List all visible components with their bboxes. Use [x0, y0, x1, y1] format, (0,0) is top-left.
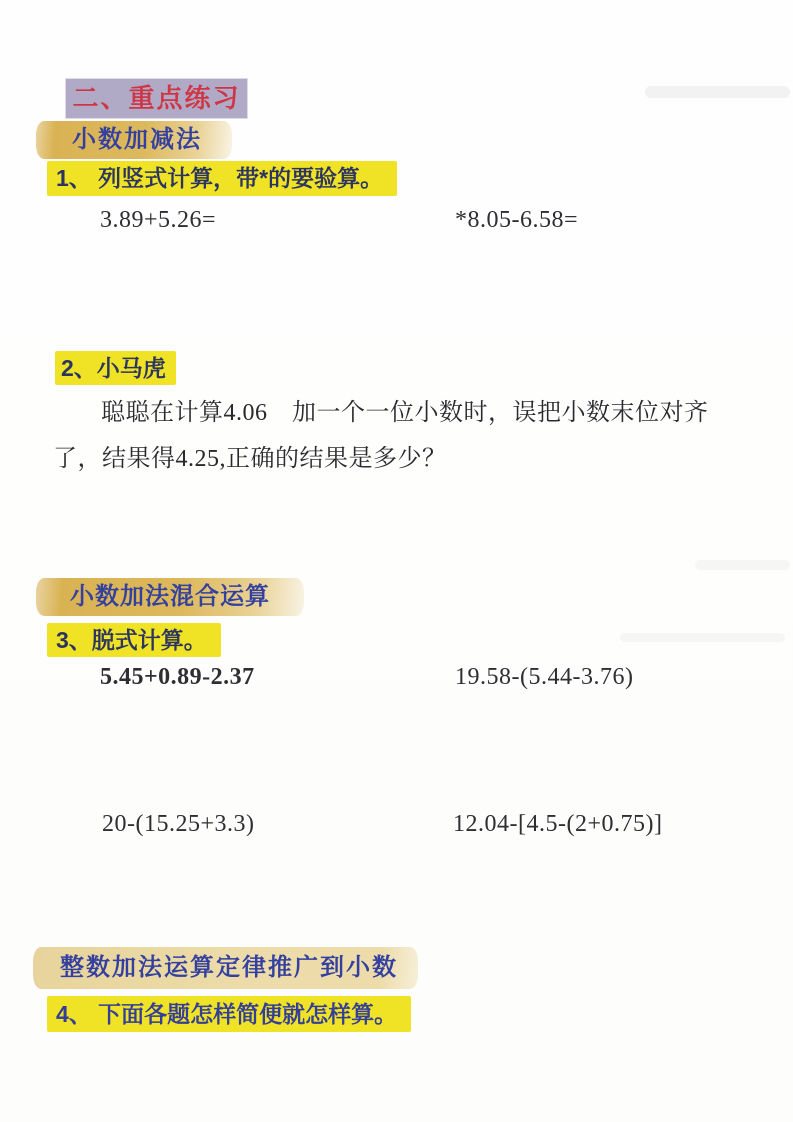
- exercise-1-label: 1、 列竖式计算，带*的要验算。: [47, 161, 397, 196]
- math-problem-3d: 12.04-[4.5-(2+0.75)]: [453, 811, 663, 837]
- math-problem-1a: 3.89+5.26=: [100, 207, 217, 233]
- scan-artifact: [620, 633, 785, 642]
- math-problem-3a: 5.45+0.89-2.37: [100, 664, 255, 690]
- heading-decimal-mixed-ops: 小数加法混合运算: [36, 578, 304, 616]
- word-problem-text: 聪聪在计算4.06 加一个一位小数时，误把小数末位对齐了，结果得4.25,正确的结果是多少？: [53, 400, 709, 472]
- page-title: 二、重点练习: [66, 79, 247, 118]
- heading-decimal-addsub: 小数加减法: [36, 121, 232, 159]
- math-problem-3c: 20-(15.25+3.3): [102, 811, 255, 837]
- exercise-4-label: 4、 下面各题怎样简便就怎样算。: [47, 996, 411, 1032]
- exercise-3-label: 3、脱式计算。: [47, 623, 221, 657]
- scan-artifact: [645, 86, 790, 98]
- scan-artifact: [695, 560, 790, 570]
- exercise-2-label: 2、小马虎: [55, 351, 176, 385]
- math-problem-1b: *8.05-6.58=: [455, 207, 579, 233]
- math-problem-3b: 19.58-(5.44-3.76): [455, 664, 634, 690]
- heading-addition-laws: 整数加法运算定律推广到小数: [33, 947, 418, 989]
